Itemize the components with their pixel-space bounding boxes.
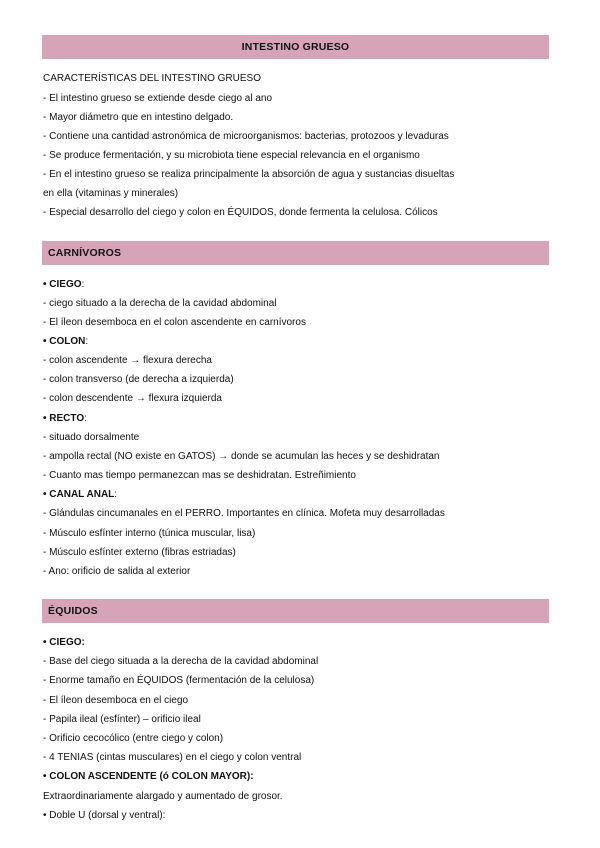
- list-item: - Músculo esfínter interno (túnica muscular, lisa): [43, 528, 256, 539]
- list-item: - ciego situado a la derecha de la cavidad abdominal: [43, 298, 277, 309]
- intro-line: - Se produce fermentación, y su microbiota tiene especial relevancia en el organismo: [43, 150, 420, 161]
- list-item: - Músculo esfínter externo (fibras estriadas): [43, 547, 236, 558]
- list-item: - Enorme tamaño en ÉQUIDOS (fermentación de la celulosa): [43, 675, 315, 686]
- section-heading: CARNÍVOROS: [48, 247, 122, 259]
- subsection-heading: • CANAL ANAL:: [43, 489, 118, 500]
- list-item: - Base del ciego situada a la derecha de la cavidad abdominal: [43, 656, 319, 667]
- intro-heading: CARACTERÍSTICAS DEL INTESTINO GRUESO: [43, 73, 261, 84]
- list-item: - Ano: orificio de salida al exterior: [43, 566, 191, 577]
- subsection-heading: • COLON ASCENDENTE (ó COLON MAYOR):: [43, 771, 254, 782]
- section-banner-equidos: [42, 599, 549, 623]
- subsection-heading: • CIEGO:: [43, 279, 85, 290]
- list-item: - colon transverso (de derecha a izquierda): [43, 374, 234, 385]
- intro-line: en ella (vitaminas y minerales): [43, 188, 179, 199]
- intro-line: - Especial desarrollo del ciego y colon en ÉQUIDOS, donde fermenta la celulosa. Cólicos: [43, 207, 438, 218]
- list-item: - colon ascendente → flexura derecha: [43, 355, 212, 366]
- list-item: - colon descendente → flexura izquierda: [43, 393, 222, 404]
- list-item: - El íleon desemboca en el colon ascendente en carnívoros: [43, 317, 306, 328]
- section-heading: ÉQUIDOS: [48, 605, 98, 617]
- list-item: - Cuanto mas tiempo permanezcan mas se deshidratan. Estreñimiento: [43, 470, 356, 481]
- list-item: - Orificio cecocólico (entre ciego y colon): [43, 733, 224, 744]
- section-banner-carnivoros: [42, 241, 549, 265]
- paragraph-line: Extraordinariamente alargado y aumentado de grosor.: [43, 791, 283, 802]
- intro-line: - En el intestino grueso se realiza principalmente la absorción de agua y sustancias disueltas: [43, 169, 455, 180]
- list-item: - 4 TENIAS (cintas musculares) en el ciego y colon ventral: [43, 752, 302, 763]
- intro-line: - Contiene una cantidad astronómica de microorganismos: bacterias, protozoos y levaduras: [43, 131, 449, 142]
- list-item: - situado dorsalmente: [43, 432, 140, 443]
- list-item: • Doble U (dorsal y ventral):: [43, 810, 166, 821]
- page-title: INTESTINO GRUESO: [241, 41, 350, 53]
- subsection-heading: • COLON:: [43, 336, 89, 347]
- list-item: - El íleon desemboca en el ciego: [43, 695, 189, 706]
- list-item: - Papila ileal (esfínter) – orificio ileal: [43, 714, 201, 725]
- list-item: - Glándulas cincumanales en el PERRO. Importantes en clínica. Mofeta muy desarrolladas: [43, 508, 445, 519]
- subsection-heading: • CIEGO:: [43, 637, 85, 648]
- subsection-heading: • RECTO:: [43, 413, 87, 424]
- intro-line: - El intestino grueso se extiende desde ciego al ano: [43, 93, 273, 104]
- title-banner: [42, 35, 549, 59]
- intro-line: - Mayor diámetro que en intestino delgado.: [43, 112, 234, 123]
- list-item: - ampolla rectal (NO existe en GATOS) → donde se acumulan las heces y se deshidratan: [43, 451, 440, 462]
